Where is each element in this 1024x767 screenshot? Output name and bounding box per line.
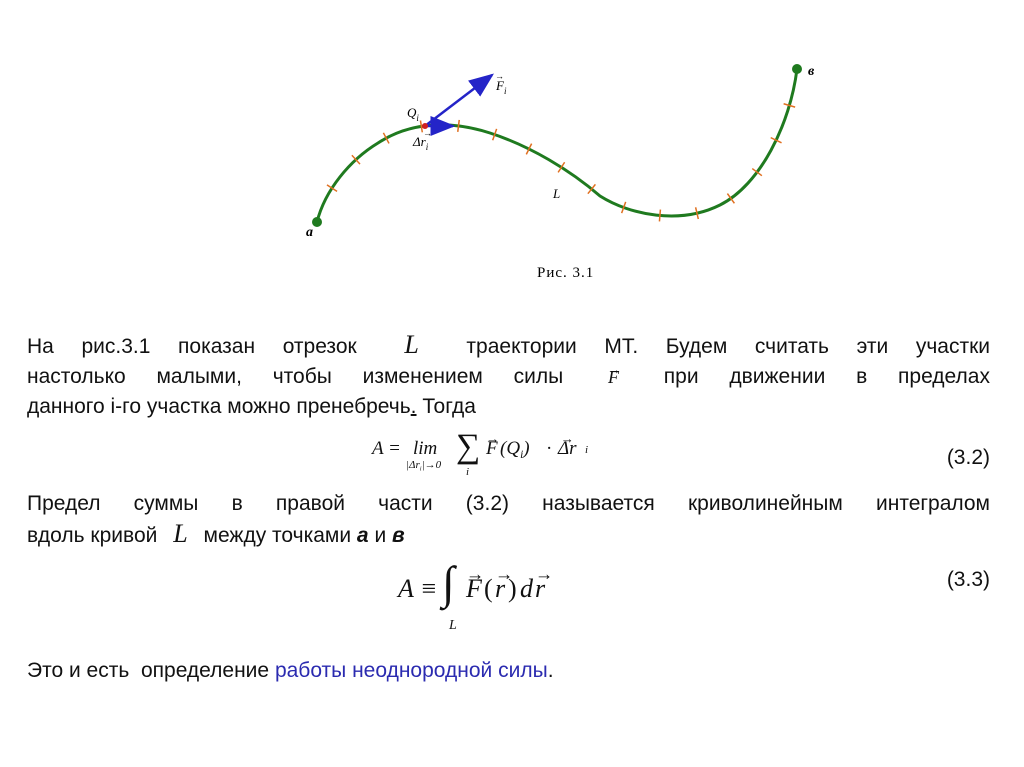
label-curve-l: L [553, 186, 561, 201]
p1-line3-a: данного i-го участка можно пренебречь [27, 395, 411, 418]
eq33-f-vector: → F [466, 574, 482, 604]
equation-3-2-number: (3.2) [946, 446, 990, 469]
force-vector-arrow [425, 75, 492, 126]
paragraph-1 [27, 330, 990, 422]
eq33-open-paren: ( [484, 574, 493, 603]
point-b-label: в [392, 524, 405, 547]
eq33-lower-limit: L [449, 618, 457, 633]
paragraph-1-line-2 [27, 362, 990, 392]
label-delta-r-arrow: → [423, 128, 432, 138]
p1-line3-b: Тогда [422, 395, 476, 418]
label-point-b: в [808, 64, 815, 79]
eq32-f-vector: → F [486, 438, 498, 460]
eq32-lim: lim [413, 438, 438, 459]
label-q-i: $Q_i$ [407, 105, 419, 123]
eq33-integral-sign: ∫ [442, 557, 455, 608]
p2-and: и [374, 524, 387, 547]
symbol-l-2: L [173, 519, 188, 548]
figure-caption: Рис. 3.1 [537, 265, 595, 281]
p1-text-b: траектории МТ. Будем считать эти участки [466, 335, 990, 358]
eq32-sum-index: i [466, 466, 470, 478]
eq33-lhs: A ≡ [398, 574, 438, 603]
paragraph-2-line-1: Предел суммы в правой части (3.2) называется криволинейным интегралом [27, 492, 990, 515]
p2-line2-b: между точками [203, 524, 352, 547]
point-b-marker [792, 64, 802, 74]
paragraph-2-line-2 [27, 519, 990, 551]
eq32-dot: · [546, 438, 553, 459]
p3-period: . [547, 659, 554, 682]
equation-3-3 [398, 557, 618, 642]
point-a-marker [312, 217, 322, 227]
segment-tick [458, 120, 459, 132]
eq32-sum-symbol: ∑ [456, 428, 481, 465]
label-f-arrow: → [495, 71, 504, 81]
eq33-d: d [520, 574, 533, 603]
p1-line2-a: настолько малыми, чтобы изменением силы [27, 365, 564, 388]
eq32-lim-condition: $|\Delta r_i|\to 0$ [406, 459, 442, 473]
eq32-q-i: $(Q_i)$ [500, 438, 530, 461]
eq32-delta-r-sub: i [585, 444, 589, 456]
eq32-lhs: A = [372, 438, 401, 459]
symbol-f-vector: → F [608, 362, 619, 392]
p3-highlighted-term: работы неоднородной силы [274, 659, 548, 682]
eq33-close-paren: ) [508, 574, 517, 603]
p2-line2-a: вдоль кривой [27, 524, 158, 547]
equation-3-3-number: (3.3) [946, 568, 990, 591]
point-a-label: а [356, 524, 369, 547]
p1-line2-b: при движении в пределах [663, 365, 990, 388]
p3-text: Это и есть определение [27, 659, 270, 682]
eq33-dr-vector: → r [535, 574, 545, 604]
eq32-delta-r-i: → Δr [558, 438, 577, 460]
figure-3-1 [0, 0, 1024, 300]
label-delta-r-i: $\Delta r_i$ [413, 134, 429, 152]
paragraph-1-line-3 [27, 392, 990, 422]
symbol-l: L [404, 330, 419, 359]
label-f-i: $F_i$ [496, 78, 507, 96]
paragraph-1-line-1 [27, 330, 990, 362]
p1-text-a: На рис.3.1 показан отрезок [27, 335, 357, 358]
eq33-r-vector: → r [495, 574, 505, 604]
label-point-a: a [306, 225, 313, 240]
p1-line3-dot: . [410, 395, 417, 418]
segment-tick [659, 210, 660, 222]
paragraph-2 [27, 489, 990, 551]
paragraph-3 [27, 656, 990, 686]
equation-3-2 [372, 428, 632, 482]
